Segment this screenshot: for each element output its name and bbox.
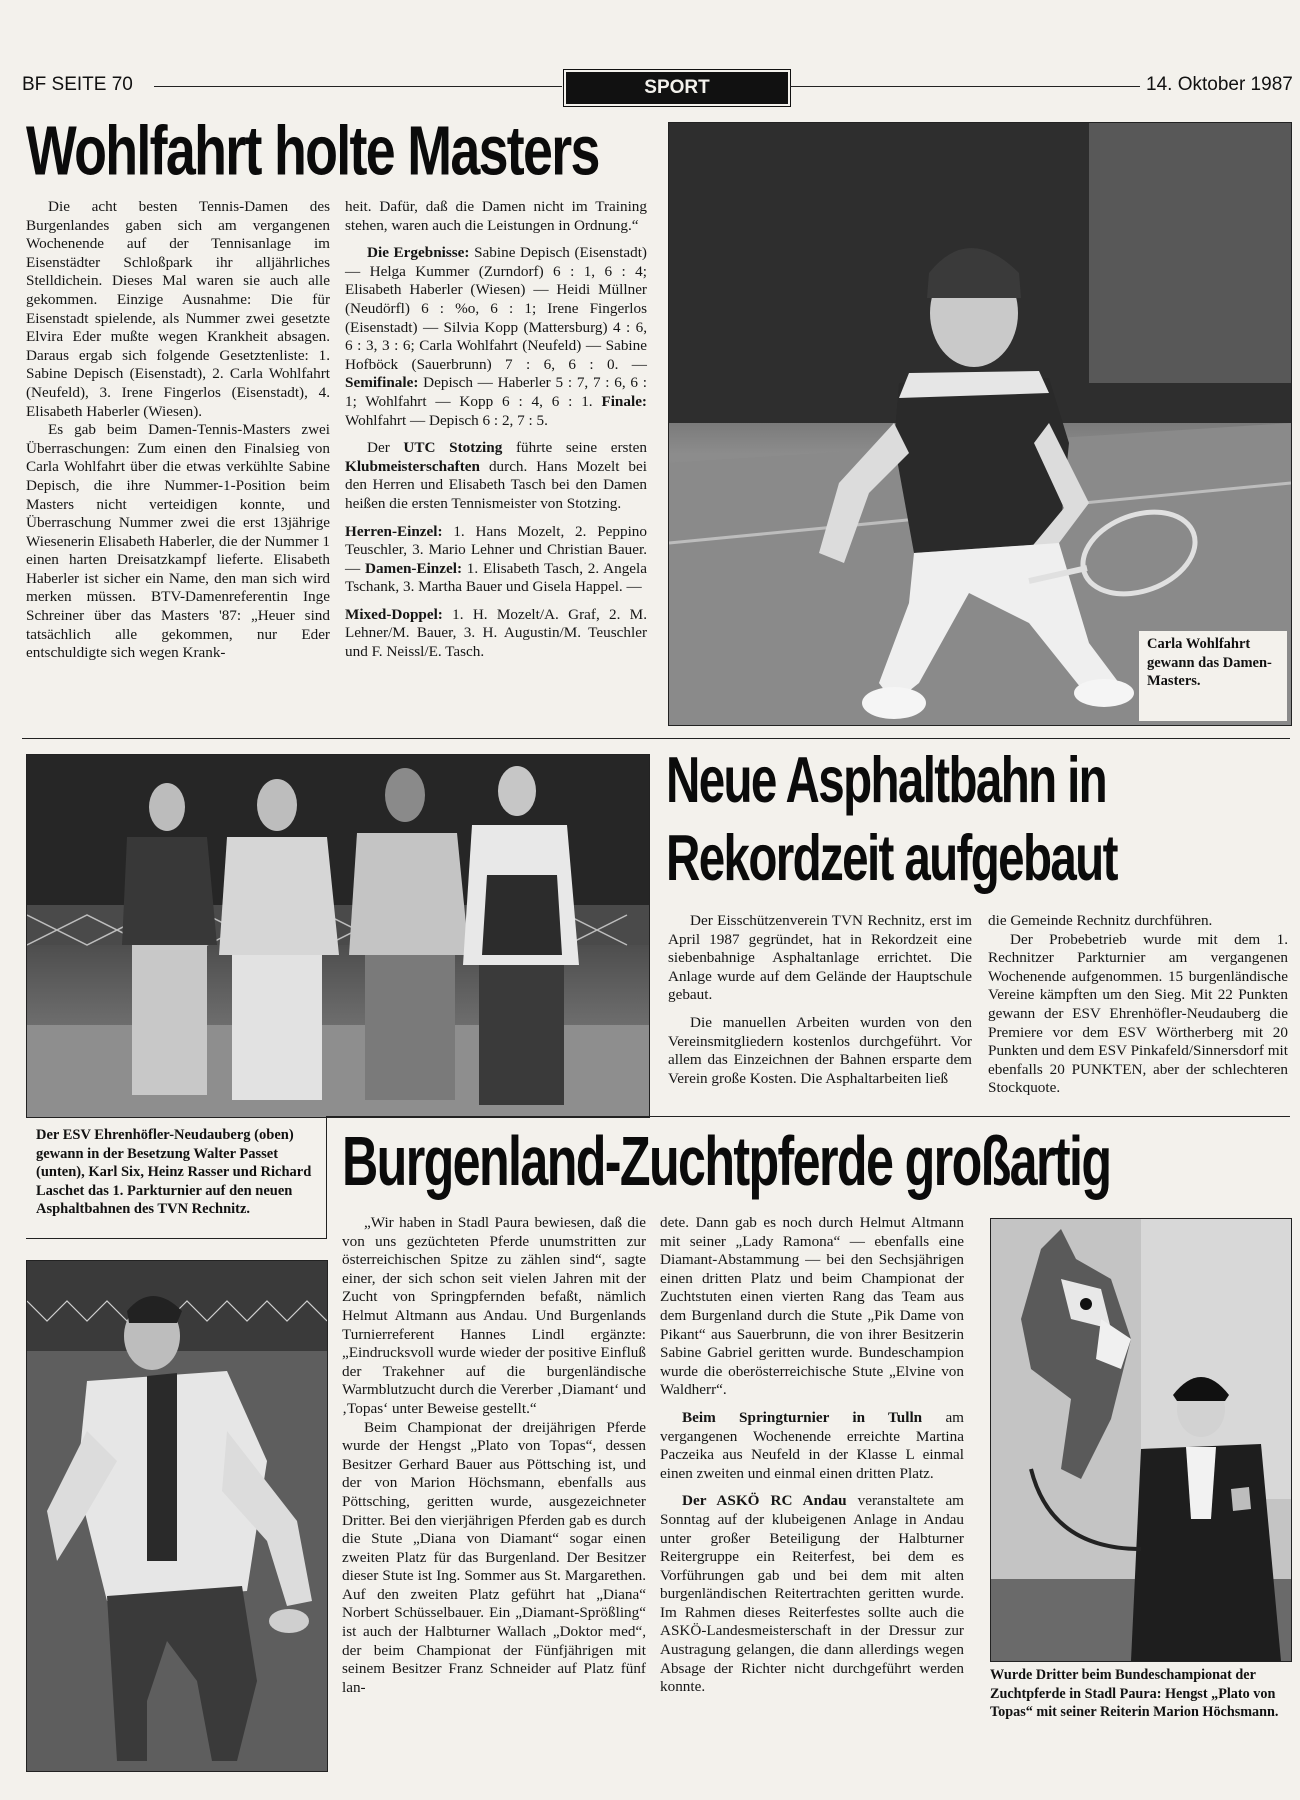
- team-photo: [26, 754, 650, 1118]
- article1-col2: [345, 198, 647, 662]
- article2-col1: [668, 912, 972, 1088]
- stock-shooter-illustration: [27, 1261, 327, 1771]
- team-illustration: [27, 755, 649, 1117]
- headline-asphaltbahn-line2: Rekordzeit aufgebaut: [666, 821, 1117, 895]
- utc-paragraph: Der UTC Stotzing führte seine ersten Klubmeisterschaften durch. Hans Mozelt bei den Herren und Elisabeth Tasch bei den Damen heißen die ersten Tennismeister von Stotzing.: [345, 439, 647, 512]
- article3-paragraph: Beim Championat der dreijährigen Pferde wurde der Hengst „Plato von Topas“, dessen Besitzer Gerhard Bauer aus Pöttsching ist, und der von Marion Höchsmann, ebenfalls aus Pöttsching, geritten wurde, ausgezeichneter Dritter. Bei den vierjährigen Pferden gab es durch die Stute „Diana von Diamant“ sogar einen zweiten Platz für das Burgenland. Der Besitzer dieser Stute ist Ing. Sommer aus St. Margarethen. Auf den zweiten Platz geführt hat „Diana“ Norbert Schüsselbauer. Ein „Diamant-Sprößling“ ist auch der Halbturner Wallach „Doktor med“, der beim Championat der Fünfjährigen mit seinem Besitzer Franz Schneider auf Platz fünf lan-: [342, 1418, 646, 1696]
- article2-col2: [988, 912, 1288, 1098]
- final-label: Finale:: [601, 392, 647, 410]
- article2-paragraph: Die manuellen Arbeiten wurden von den Vereinsmitgliedern kostenlos durchgeführt. Vor allem das Einzeichnen der Bahnen ersparte dem Verein große Kosten. Die Asphaltarbeiten ließ: [668, 1013, 972, 1087]
- horse-photo-caption: Wurde Dritter beim Bundeschampionat der Zuchtpferde in Stadl Paura: Hengst „Plato von Topas“ mit seiner Reiterin Marion Höchsmann.: [990, 1667, 1279, 1721]
- results-paragraph: Die Ergebnisse: Sabine Depisch (Eisenstadt) — Helga Kummer (Zurndorf) 6 : 1, 6 : 4; Elisabeth Haberler (Wiesen) — Heidi Müllner (Neudörfl) 6 : %o, 6 : 1; Irene Fingerlos (Eisenstadt) — Silvia Kopp (Mattersburg) 4 : 6, 6 : 3, 3 : 6; Carla Wohlfahrt (Neufeld) — Sabine Hofböck (Sauerbrunn) 7 : 6, 6 : 0. — Semifinale: Depisch — Haberler 5 : 7, 7 : 6, 6 : 1; Wohlfahrt — Kopp 6 : 4, 6 : 1. Finale: Wohlfahrt — Depisch 6 : 2, 7 : 5.: [345, 244, 647, 429]
- article3-paragraph: dete. Dann gab es noch durch Helmut Altmann mit seiner „Lady Ramona“ — ebenfalls eine Diamant-Abstammung — bei den Sechsjährigen einen dritten Platz und beim Championat der Zuchtstuten einen vierten Rang das Team aus dem Burgenland durch die Stute „Pik Dame von Pikant“ aus Sauerbrunn, die von ihrer Besitzerin Sabine Gabriel geritten wurde. Bundeschampion wurde die oberösterreichische Stute „Elvine von Waldherr“.: [660, 1214, 964, 1399]
- semi-label: Semifinale:: [345, 374, 419, 392]
- headline-asphaltbahn-line1: Neue Asphaltbahn in: [666, 743, 1107, 817]
- results-label: Die Ergebnisse:: [367, 244, 470, 262]
- section-label: SPORT: [644, 77, 710, 98]
- article2-paragraph: die Gemeinde Rechnitz durchführen.: [988, 912, 1213, 929]
- article1-paragraph: Die acht besten Tennis-Damen des Burgenlandes gaben sich am vergangenen Wochenende auf der Tennisanlage im Eisenstädter Schloßpark ihr alljährliches Stelldichein. Dieses Mal waren sie auch alle gekommen. Einzige Ausnahme: Die für Eisenstadt spielende, als Nummer zwei gesetzte Elvira Eder mußte wegen Krankheit absagen. Daraus ergab sich folgende Gesetztenliste: 1. Sabine Depisch (Eisenstadt), 2. Carla Wohlfahrt (Neufeld), 3. Irene Fingerlos (Eisenstadt), 4. Elisabeth Haberler (Wiesen).: [26, 198, 330, 420]
- article3-col1: [342, 1214, 646, 1697]
- herren-label: Herren-Einzel:: [345, 522, 443, 540]
- article2-paragraph: Der Eisschützenverein TVN Rechnitz, erst im April 1987 gegründet, hat in Rekordzeit eine siebenbahnige Asphaltanlage errichtet. Die Anlage wurde auf dem Gelände der Hauptschule gebaut.: [668, 912, 972, 1004]
- asko-paragraph: Der ASKÖ RC Andau veranstaltete am Sonntag auf der klubeigenen Anlage in Andau unter großer Beteiligung der Halbturner Reitergruppe ein Reiterfest, bei dem es Vorführungen gab und bei dem mit alten burgenländischen Reitertrachten geritten wurde. Im Rahmen dieses Reiterfestes sollte auch die ASKÖ-Landesmeisterschaft in der Dressur zur Austragung gelangen, die dann allerdings wegen Absage der Richter nicht durchgeführt werden konnte.: [660, 1492, 964, 1696]
- mixed-label: Mixed-Doppel:: [345, 605, 443, 623]
- issue-date: 14. Oktober 1987: [1146, 74, 1293, 95]
- team-photo-caption: Der ESV Ehrenhöfler-Neudauberg (oben) gewann in der Besetzung Walter Passet (unten), Karl Six, Heinz Rasser und Richard Laschet das 1. Parkturnier auf den neuen Asphaltbahnen des TVN Rechnitz.: [36, 1127, 312, 1217]
- damen-label: Damen-Einzel:: [364, 559, 462, 577]
- article1-paragraph: heit. Dafür, daß die Damen nicht im Training stehen, waren auch die Leistungen in Ordnung.“: [345, 198, 647, 234]
- horse-rider-photo: [990, 1218, 1292, 1662]
- herren-paragraph: Herren-Einzel: 1. Hans Mozelt, 2. Peppino Teuschler, 3. Mario Lehner und Christian Bauer. — Damen-Einzel: 1. Elisabeth Tasch, 2. Angela Tschank, 3. Martha Bauer und Gisela Happel. —: [345, 522, 647, 596]
- tulln-label: Beim Springturnier in Tulln: [682, 1408, 923, 1426]
- horse-rider-illustration: [991, 1219, 1291, 1661]
- article3-paragraph: „Wir haben in Stadl Paura bewiesen, daß die von uns gezüchteten Pferde unumstritten zur österreichischen Spitze zu zählen sind“, sagte einer, der sich schon seit vielen Jahren mit der Zucht von Springpfernden befaßt, nämlich Helmut Altmann aus Andau. Und Burgenlands Turnierreferent Hannes Lindl ergänzte: „Eindrucksvoll wurde wieder der positive Einfluß der Trakehner auf die burgenländische Warmblutzucht durch die Vererber ‚Diamant‘ und ‚Topas‘ unter Beweise gestellt.“: [342, 1214, 646, 1417]
- page-header: [22, 72, 1292, 102]
- tennis-player-photo: [668, 122, 1292, 726]
- headline-wohlfahrt: Wohlfahrt holte Masters: [26, 111, 599, 190]
- section-banner: [566, 72, 788, 104]
- utc-name: UTC Stotzing: [403, 439, 503, 457]
- article2-paragraph: Der Probebetrieb wurde mit dem 1. Rechnitzer Parkturnier am vergangenen Wochenende aufgenommen. 15 burgenländische Vereine kämpften um den Sieg. Mit 22 Punkten gewann der ESV Ehrenhöfler-Neudauberg die Premiere vor dem ESV Wörtherberg mit 20 Punkten und dem ESV Pinkafeld/Sinnersdorf mit ebenfalls 20 PUNKTEN, aber der schlechteren Stockquote.: [988, 930, 1288, 1097]
- headline-zuchtpferde: Burgenland-Zuchtpferde großartig: [342, 1123, 1111, 1201]
- tennis-photo-caption: Carla Wohlfahrt gewann das Damen-Masters.: [1147, 636, 1272, 689]
- asko-label: Der ASKÖ RC Andau: [682, 1492, 847, 1510]
- tennis-photo-caption-box: [1139, 631, 1287, 721]
- utc-event: Klubmeisterschaften: [345, 457, 480, 475]
- article1-paragraph: Es gab beim Damen-Tennis-Masters zwei Überraschungen: Zum einen den Finalsieg von Carla Wohlfahrt über die etwas verkühlte Sabine Depisch, die ihre Nummer-1-Position beim Masters nicht verteidigen konnte, und Überraschung Nummer zwei die erst 13jährige Wiesenerin Elisabeth Haberler, die der Nummer 1 einen harten Dreisatzkampf lieferte. Elisabeth Haberler ist sicher ein Name, den man sich wird merken müssen. BTV-Damenreferentin Inge Schreiner über das Masters '87: „Heuer sind tatsächlich alle gekommen, nur Eder entschuldigte sich wegen Krank-: [26, 421, 330, 662]
- mixed-paragraph: Mixed-Doppel: 1. H. Mozelt/A. Graf, 2. M. Lehner/M. Bauer, 3. H. Augustin/M. Teuschler und F. Neissl/E. Tasch.: [345, 605, 647, 661]
- tulln-paragraph: Beim Springturnier in Tulln am vergangenen Wochenende erreichte Martina Paczeika aus Neufeld in der Klasse L einmal einen zweiten und einmal einen dritten Platz.: [660, 1408, 964, 1482]
- stock-shooter-photo: [26, 1260, 328, 1772]
- team-photo-caption-box: [26, 1116, 327, 1239]
- article3-col2: [660, 1214, 964, 1697]
- article1-col1: [26, 198, 330, 663]
- page-label: BF SEITE 70: [22, 74, 133, 95]
